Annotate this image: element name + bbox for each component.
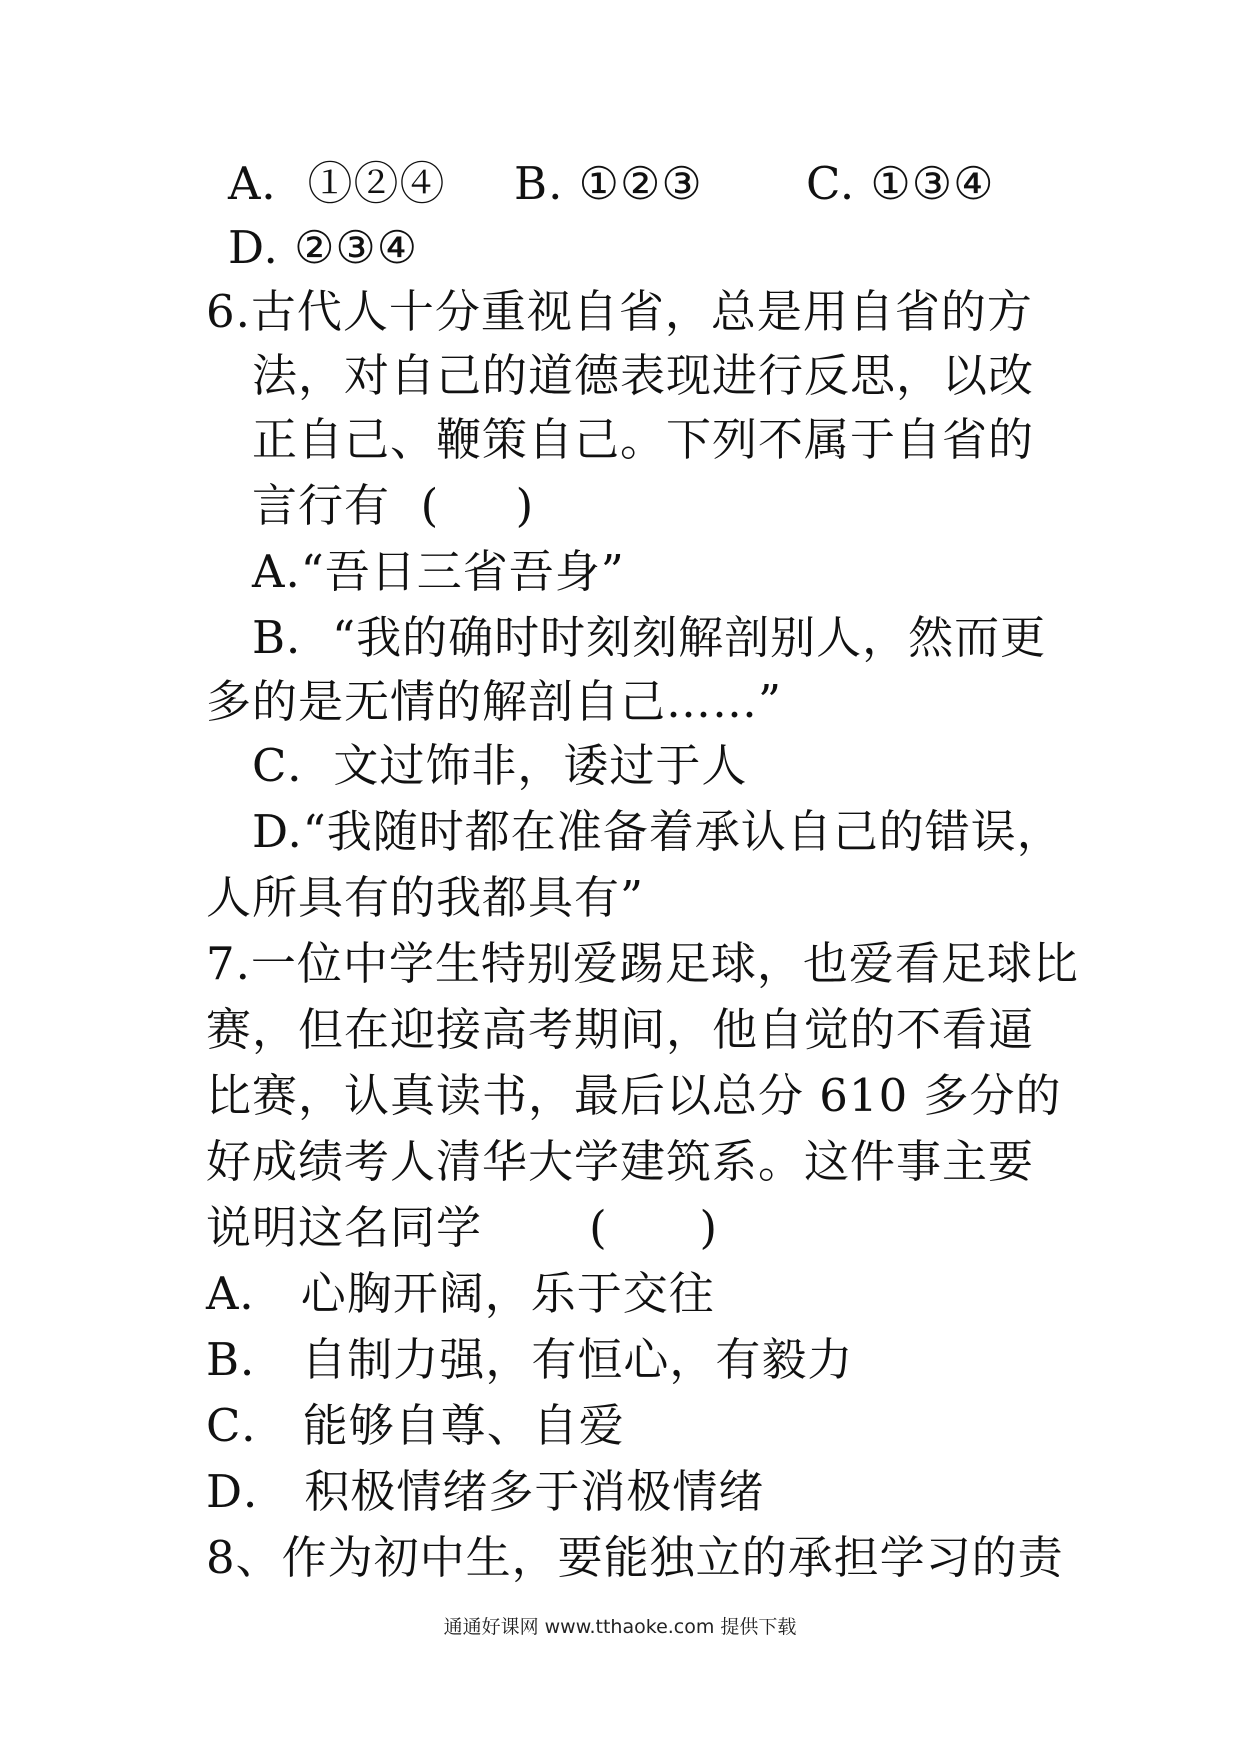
q7-option-a: A． 心胸开阔，乐于交往 <box>206 1267 715 1320</box>
q6-option-d-line-2: 人所具有的我都具有” <box>206 871 645 924</box>
q7-stem-line-5: 说明这名同学 ( ) <box>206 1201 719 1254</box>
q7-option-b: B． 自制力强，有恒心，有毅力 <box>206 1333 854 1386</box>
q6-stem-line-2: 法，对自己的道德表现进行反思，以改 <box>252 349 1035 402</box>
q6-stem-line-4: 言行有 ( ) <box>252 479 535 532</box>
q6-stem-line-1: 6.古代人十分重视自省，总是用自省的方 <box>206 285 1033 338</box>
q6-option-b-line-1: B．“我的确时时刻刻解剖别人，然而更 <box>252 611 1047 664</box>
q7-stem-line-3: 比赛，认真读书，最后以总分 610 多分的 <box>206 1069 1062 1122</box>
q5-option-b: B. ①②③ <box>514 157 703 210</box>
q6-option-c: C．文过饰非，诿过于人 <box>252 739 748 792</box>
q5-option-d: D. ②③④ <box>228 221 419 274</box>
q6-option-a: A.“吾日三省吾身” <box>252 545 625 598</box>
q6-option-b-line-2: 多的是无情的解剖自己……” <box>206 675 783 728</box>
q7-stem-line-4: 好成绩考人清华大学建筑系。这件事主要 <box>206 1135 1035 1188</box>
page-footer: 通通好课网 www.tthaoke.com 提供下载 <box>443 1616 797 1638</box>
q5-option-a: A．①②④ <box>228 157 446 210</box>
q7-stem-line-2: 赛，但在迎接高考期间，他自觉的不看逼 <box>206 1003 1035 1056</box>
q7-option-c: C． 能够自尊、自爱 <box>206 1399 625 1452</box>
q8-stem-line-1: 8、作为初中生，要能独立的承担学习的责 <box>206 1531 1064 1584</box>
q6-option-d-line-1: D.“我随时都在准备着承认自己的错误， <box>252 805 1063 858</box>
q6-stem-line-3: 正自己、鞭策自己。下列不属于自省的 <box>252 413 1035 466</box>
q7-stem-line-1: 7.一位中学生特别爱踢足球，也爱看足球比 <box>206 937 1079 990</box>
q7-option-d: D． 积极情绪多于消极情绪 <box>206 1465 765 1518</box>
q5-option-c: C. ①③④ <box>806 157 995 210</box>
